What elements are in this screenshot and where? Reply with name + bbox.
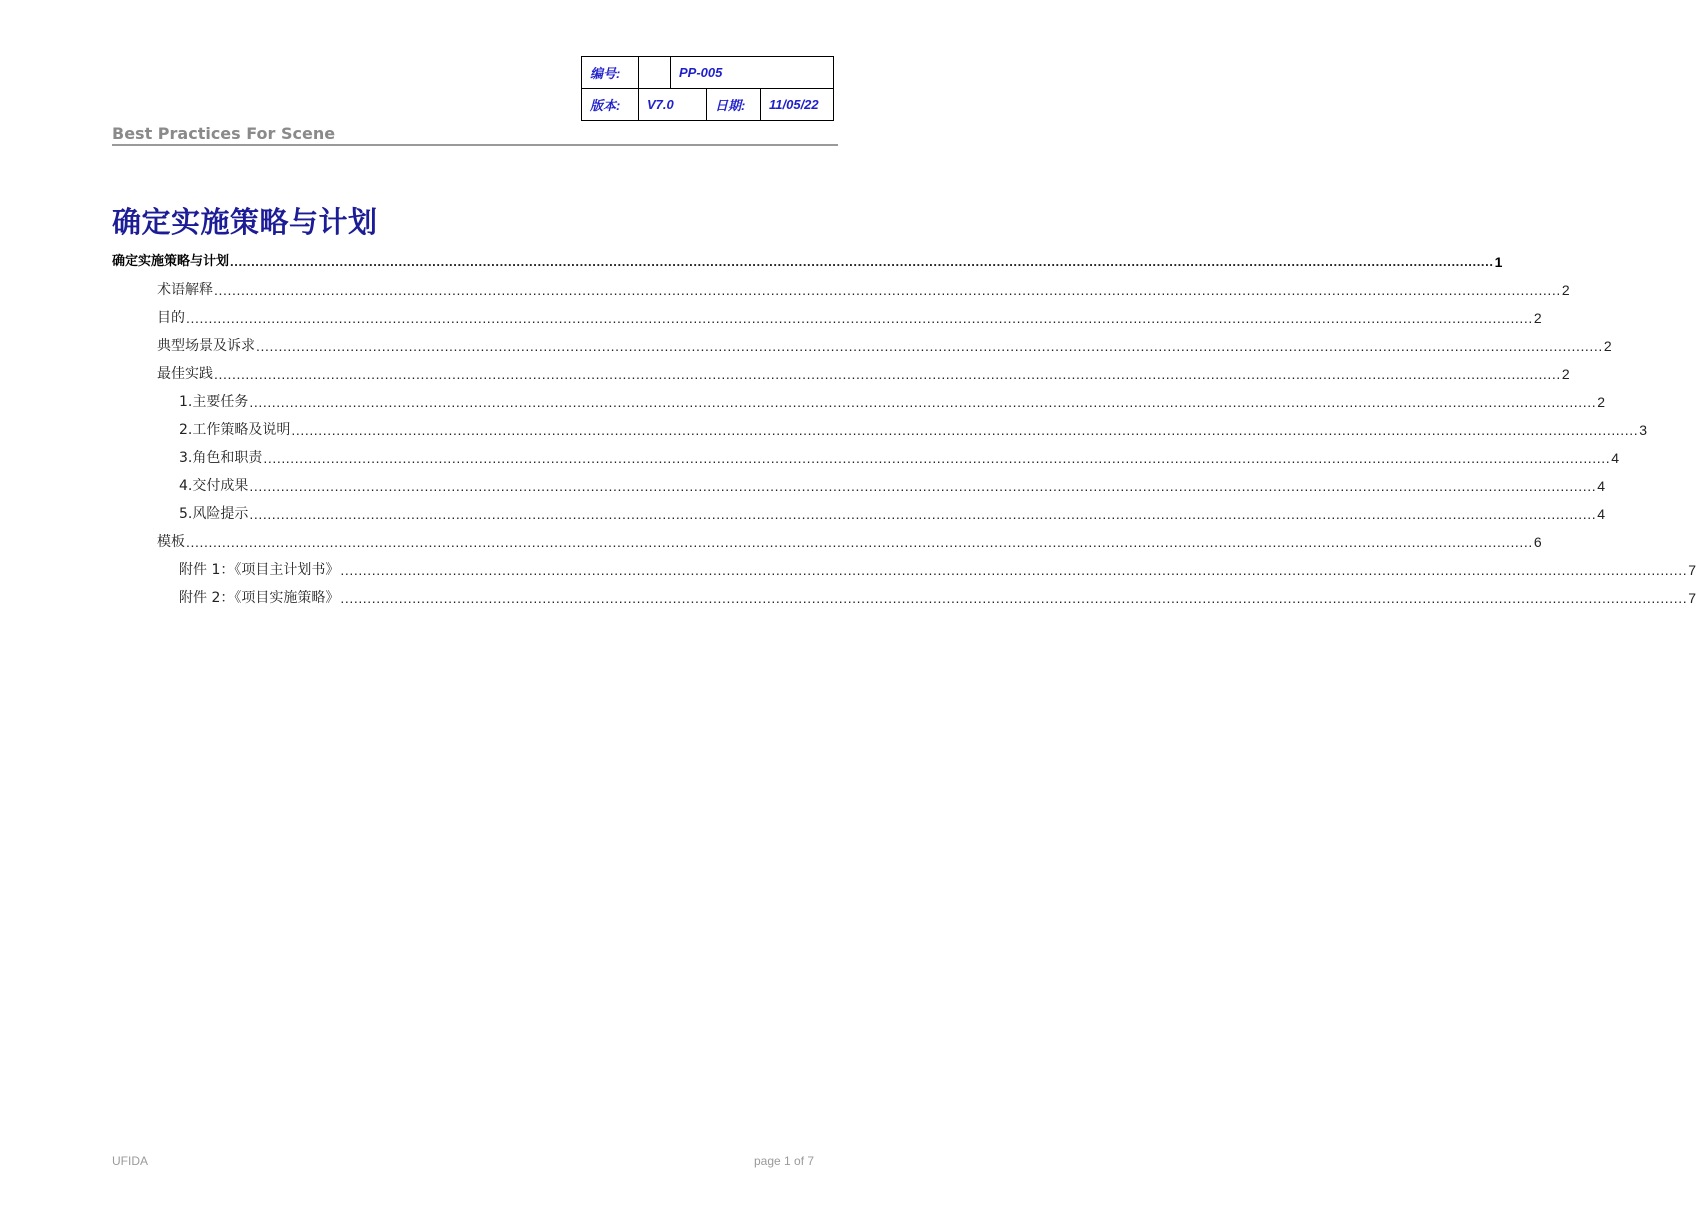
toc-entry-text: 典型场景及诉求: [157, 338, 255, 354]
toc-dot-leader: ............................................................................................................................................................................................................................................................................................................: [340, 562, 1688, 578]
toc-entry-number: 4.: [179, 478, 193, 494]
code-label: 编号:: [582, 57, 639, 89]
toc-entry[interactable]: [179, 560, 1696, 580]
toc-entry-page: 3: [1639, 422, 1648, 438]
toc-entry[interactable]: [179, 588, 1696, 608]
toc-entry[interactable]: [179, 448, 1620, 468]
toc-entry-text: 交付成果: [192, 478, 249, 494]
toc-entry-text: 目的: [157, 310, 185, 326]
toc-entry-page: 2: [1561, 366, 1570, 382]
toc-entry-page: 2: [1603, 338, 1612, 354]
date-value: 11/05/22: [761, 89, 834, 121]
toc-dot-leader: ............................................................................................................................................................................................................................................................................................................: [249, 394, 1597, 410]
toc-dot-leader: ............................................................................................................................................................................................................................................................................................................: [340, 590, 1688, 606]
toc-entry-page: 2: [1533, 310, 1542, 326]
version-value: V7.0: [639, 89, 707, 121]
toc-entry-page: 4: [1611, 450, 1620, 466]
toc-entry-page: 4: [1597, 478, 1606, 494]
toc-entry-page: 6: [1533, 534, 1542, 550]
date-label: 日期:: [707, 89, 761, 121]
toc-dot-leader: ............................................................................................................................................................................................................................................................................................................: [186, 310, 1533, 326]
toc-entry[interactable]: [157, 336, 1612, 356]
document-meta-table: [581, 56, 834, 121]
toc-dot-leader: ............................................................................................................................................................................................................................................................................................................: [214, 282, 1561, 298]
toc-entry[interactable]: [179, 476, 1606, 496]
toc-entry-page: 1: [1494, 254, 1503, 270]
toc-entry-page: 7: [1688, 562, 1696, 578]
toc-dot-leader: ............................................................................................................................................................................................................................................................................................................: [249, 506, 1597, 522]
footer-company: UFIDA: [112, 1154, 148, 1168]
toc-dot-leader: ............................................................................................................................................................................................................................................................................................................: [263, 450, 1611, 466]
toc-dot-leader: ............................................................................................................................................................................................................................................................................................................: [186, 534, 1533, 550]
document-header: Best Practices For Scene: [112, 124, 838, 146]
toc-entry[interactable]: [179, 420, 1648, 440]
toc-entry[interactable]: [157, 532, 1542, 552]
toc-entry-text: 确定实施策略与计划: [112, 254, 230, 269]
code-value: PP-005: [671, 57, 834, 89]
page-title: 确定实施策略与计划: [112, 205, 378, 239]
toc-dot-leader: ............................................................................................................................................................................................................................................................................................................: [230, 254, 1494, 269]
toc-dot-leader: ............................................................................................................................................................................................................................................................................................................: [249, 478, 1597, 494]
toc-entry-page: 2: [1597, 394, 1606, 410]
toc-entry-text: 附件 2：《项目实施策略》: [179, 590, 340, 606]
toc-entry-text: 最佳实践: [157, 366, 213, 382]
toc-entry-page: 7: [1688, 590, 1696, 606]
toc-entry-page: 4: [1597, 506, 1606, 522]
toc-dot-leader: ............................................................................................................................................................................................................................................................................................................: [291, 422, 1639, 438]
toc-entry-page: 2: [1561, 282, 1570, 298]
toc-entry[interactable]: [157, 280, 1570, 300]
toc-entry-text: 附件 1：《项目主计划书》: [179, 562, 340, 578]
toc-entry-number: 3.: [179, 450, 193, 466]
toc-entry-number: 5.: [179, 506, 193, 522]
toc-entry[interactable]: [157, 308, 1542, 328]
version-label: 版本:: [582, 89, 639, 121]
toc-entry-text: 模板: [157, 534, 185, 550]
toc-entry[interactable]: [179, 504, 1606, 524]
toc-entry-text: 角色和职责: [192, 450, 263, 466]
toc-entry-text: 主要任务: [192, 394, 249, 410]
toc-entry-number: 1.: [179, 394, 193, 410]
toc-entry-text: 工作策略及说明: [192, 422, 291, 438]
toc-entry-number: 2.: [179, 422, 193, 438]
footer-page-number: page 1 of 7: [754, 1154, 815, 1168]
toc-dot-leader: ............................................................................................................................................................................................................................................................................................................: [256, 338, 1603, 354]
toc-entry-text: 风险提示: [192, 506, 249, 522]
toc-dot-leader: ............................................................................................................................................................................................................................................................................................................: [214, 366, 1561, 382]
toc-entry[interactable]: [179, 392, 1606, 412]
toc-entry[interactable]: [112, 252, 1503, 272]
toc-entry-text: 术语解释: [157, 282, 213, 298]
toc-entry[interactable]: [157, 364, 1570, 384]
